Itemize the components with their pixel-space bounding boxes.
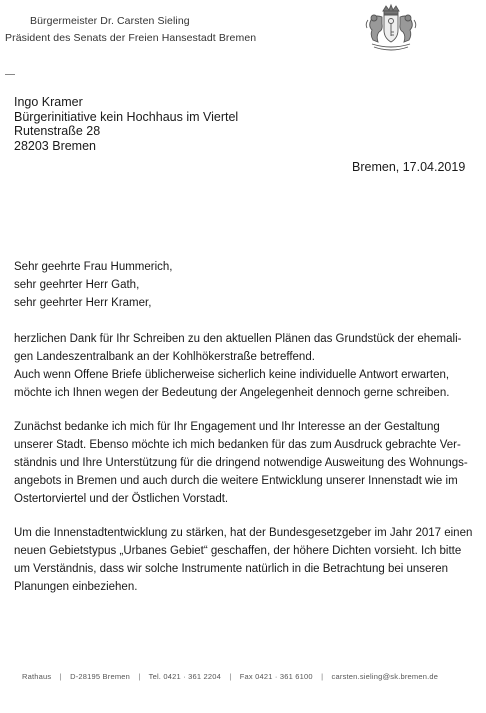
- footer-separator: |: [59, 672, 62, 681]
- footer-address: Rathaus: [22, 672, 52, 681]
- footer-fax: Fax 0421 · 361 6100: [239, 672, 313, 681]
- paragraph-line: um Verständnis, dass wir solche Instrumente natürlich in die Betrachtung bei unseren: [14, 563, 449, 575]
- paragraph-line: möchte ich Ihnen wegen der Bedeutung der Angelegenheit dennoch gerne schreiben.: [14, 387, 450, 399]
- paragraph-line: ständnis und Ihre Unterstützung für die dringend notwendige Ausweitung des Wohnungs-: [14, 457, 468, 469]
- paragraph-line: Auch wenn Offene Briefe üblicherweise sicherlich keine individuelle Antwort erwarten,: [14, 369, 450, 381]
- paragraph-line: herzlichen Dank für Ihr Schreiben zu den aktuellen Plänen das Grundstück der ehemali-: [14, 333, 462, 345]
- paragraph-line: Um die Innenstadtentwicklung zu stärken, hat der Bundesgesetzgeber im Jahr 2017 einen: [14, 527, 473, 539]
- paragraph-line: angebots in Bremen und auch durch die weitere Entwicklung unserer Innenstadt wie im: [14, 475, 458, 487]
- footer-email: carsten.sieling@sk.bremen.de: [331, 672, 439, 681]
- recipient-city: 28203 Bremen: [14, 138, 97, 153]
- salutation-line: Sehr geehrte Frau Hummerich,: [14, 261, 173, 273]
- recipient-name: Ingo Kramer: [14, 95, 83, 109]
- footer-separator: |: [138, 672, 141, 681]
- paragraph-line: unserer Stadt. Ebenso möchte ich mich bedanken für das zum Ausdruck gebrachte Ver-: [14, 439, 461, 451]
- paragraph-line: Planungen einbeziehen.: [14, 581, 138, 593]
- paragraph-line: Zunächst bedanke ich mich für Ihr Engagement und Ihr Interesse an der Gestaltung: [14, 421, 440, 433]
- recipient-organization: Bürgerinitiative kein Hochhaus im Viertel: [14, 109, 239, 124]
- paragraph-line: Ostertorviertel und der Östlichen Vorstadt.: [14, 493, 229, 505]
- footer-separator: |: [229, 672, 232, 681]
- salutation-line: sehr geehrter Herr Gath,: [14, 279, 140, 291]
- letterhead-title: Präsident des Senats der Freien Hansestadt Bremen: [5, 32, 257, 44]
- footer-separator: |: [321, 672, 324, 681]
- letterhead-name: Bürgermeister Dr. Carsten Sieling: [30, 15, 190, 27]
- footer-postal: D-28195 Bremen: [70, 672, 131, 681]
- coat-of-arms-icon: [360, 2, 422, 54]
- salutation-line: sehr geehrter Herr Kramer,: [14, 297, 152, 309]
- letter-footer: [22, 672, 438, 681]
- footer-phone: Tel. 0421 · 361 2204: [148, 672, 222, 681]
- recipient-street: Rutenstraße 28: [14, 124, 101, 138]
- letter-date: Bremen, 17.04.2019: [352, 160, 466, 174]
- fold-mark: [5, 74, 15, 75]
- paragraph-line: gen Landeszentralbank an der Kohlhökerstraße betreffend.: [14, 351, 315, 363]
- letter-body: [14, 258, 474, 596]
- recipient-address: [14, 95, 238, 153]
- paragraph-line: neuen Gebietstypus „Urbanes Gebiet“ geschaffen, der höhere Dichten vorsieht. Ich bitte: [14, 545, 462, 557]
